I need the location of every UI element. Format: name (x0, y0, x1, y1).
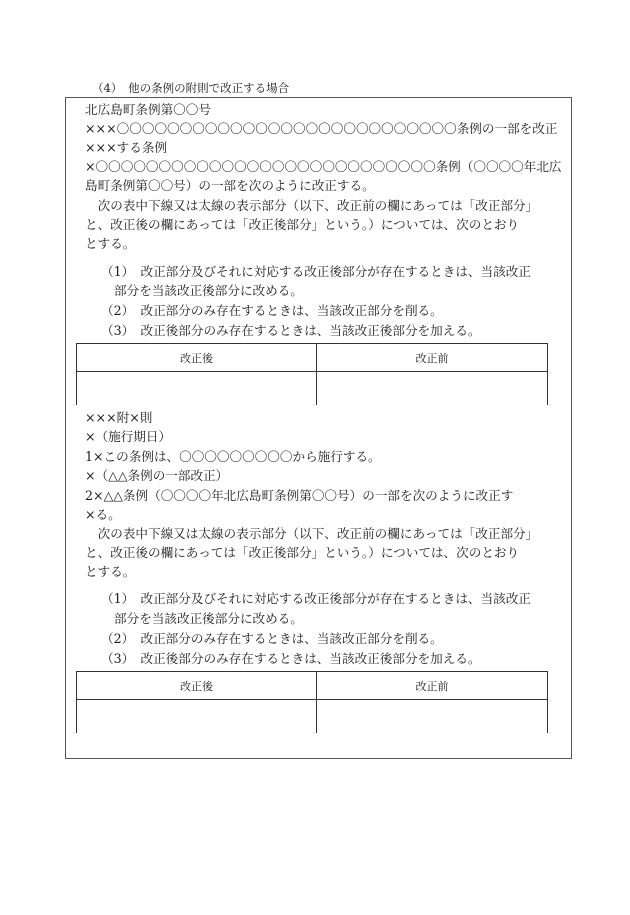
article-2-text-cont: ×る。 (85, 507, 121, 522)
list-item-3: （3） 改正後部分のみ存在するときは、当該改正後部分を加える。 (101, 323, 481, 338)
section-heading: （4） 他の条例の附則で改正する場合 (92, 81, 290, 95)
table-header-before: 改正前 (317, 671, 548, 700)
ordinance-title-line-1: ×××〇〇〇〇〇〇〇〇〇〇〇〇〇〇〇〇〇〇〇〇〇〇〇〇〇〇〇条例の一部を改正 (85, 121, 558, 136)
table-cell-after (76, 700, 317, 733)
list-item-1-cont: 部分を当該改正後部分に改める。 (114, 611, 303, 626)
body-text-line: と、改正後の欄にあっては「改正後部分」という。）については、次のとおり (85, 545, 520, 560)
body-text-line: 島町条例第〇〇号）の一部を次のように改正する。 (85, 178, 375, 193)
list-item-3: （3） 改正後部分のみ存在するときは、当該改正後部分を加える。 (101, 651, 481, 666)
list-item-2: （2） 改正部分のみ存在するときは、当該改正部分を削る。 (101, 303, 443, 318)
article-1-text: 1×この条例は、〇〇〇〇〇〇〇〇〇から施行する。 (85, 449, 381, 464)
table-cell-before (317, 372, 548, 405)
table-cell-before (317, 700, 548, 733)
body-text-line: 次の表中下線又は太線の表示部分（以下、改正前の欄にあっては「改正部分」 (85, 526, 539, 541)
list-item-1: （1） 改正部分及びそれに対応する改正後部分が存在するときは、当該改正 (101, 591, 531, 606)
list-item-1: （1） 改正部分及びそれに対応する改正後部分が存在するときは、当該改正 (101, 264, 531, 279)
list-item-2: （2） 改正部分のみ存在するときは、当該改正部分を削る。 (101, 631, 443, 646)
body-text-line: とする。 (85, 236, 136, 251)
table-header-after: 改正後 (76, 343, 317, 372)
article-heading: ×（△△条例の一部改正） (85, 468, 229, 483)
table-header-after: 改正後 (76, 671, 317, 700)
article-2-text: 2×△△条例（〇〇〇〇年北広島町条例第〇〇号）の一部を次のように改正す (85, 488, 514, 503)
list-item-1-cont: 部分を当該改正後部分に改める。 (114, 283, 303, 298)
ordinance-title-line-2: ×××する条例 (85, 140, 168, 155)
table-cell-after (76, 372, 317, 405)
body-text-line: 次の表中下線又は太線の表示部分（以下、改正前の欄にあっては「改正部分」 (85, 198, 539, 213)
body-text-line: と、改正後の欄にあっては「改正後部分」という。）については、次のとおり (85, 217, 520, 232)
comparison-table-2 (76, 671, 548, 733)
body-text-line: とする。 (85, 564, 136, 579)
body-text-line: ×〇〇〇〇〇〇〇〇〇〇〇〇〇〇〇〇〇〇〇〇〇〇〇〇〇〇〇条例（〇〇〇〇年北広 (85, 159, 562, 174)
comparison-table-1 (76, 343, 548, 405)
ordinance-number: 北広島町条例第〇〇号 (85, 102, 211, 117)
table-header-before: 改正前 (317, 343, 548, 372)
article-heading: ×（施行期日） (85, 429, 172, 444)
supplementary-provisions-title: ×××附×則 (85, 410, 153, 425)
